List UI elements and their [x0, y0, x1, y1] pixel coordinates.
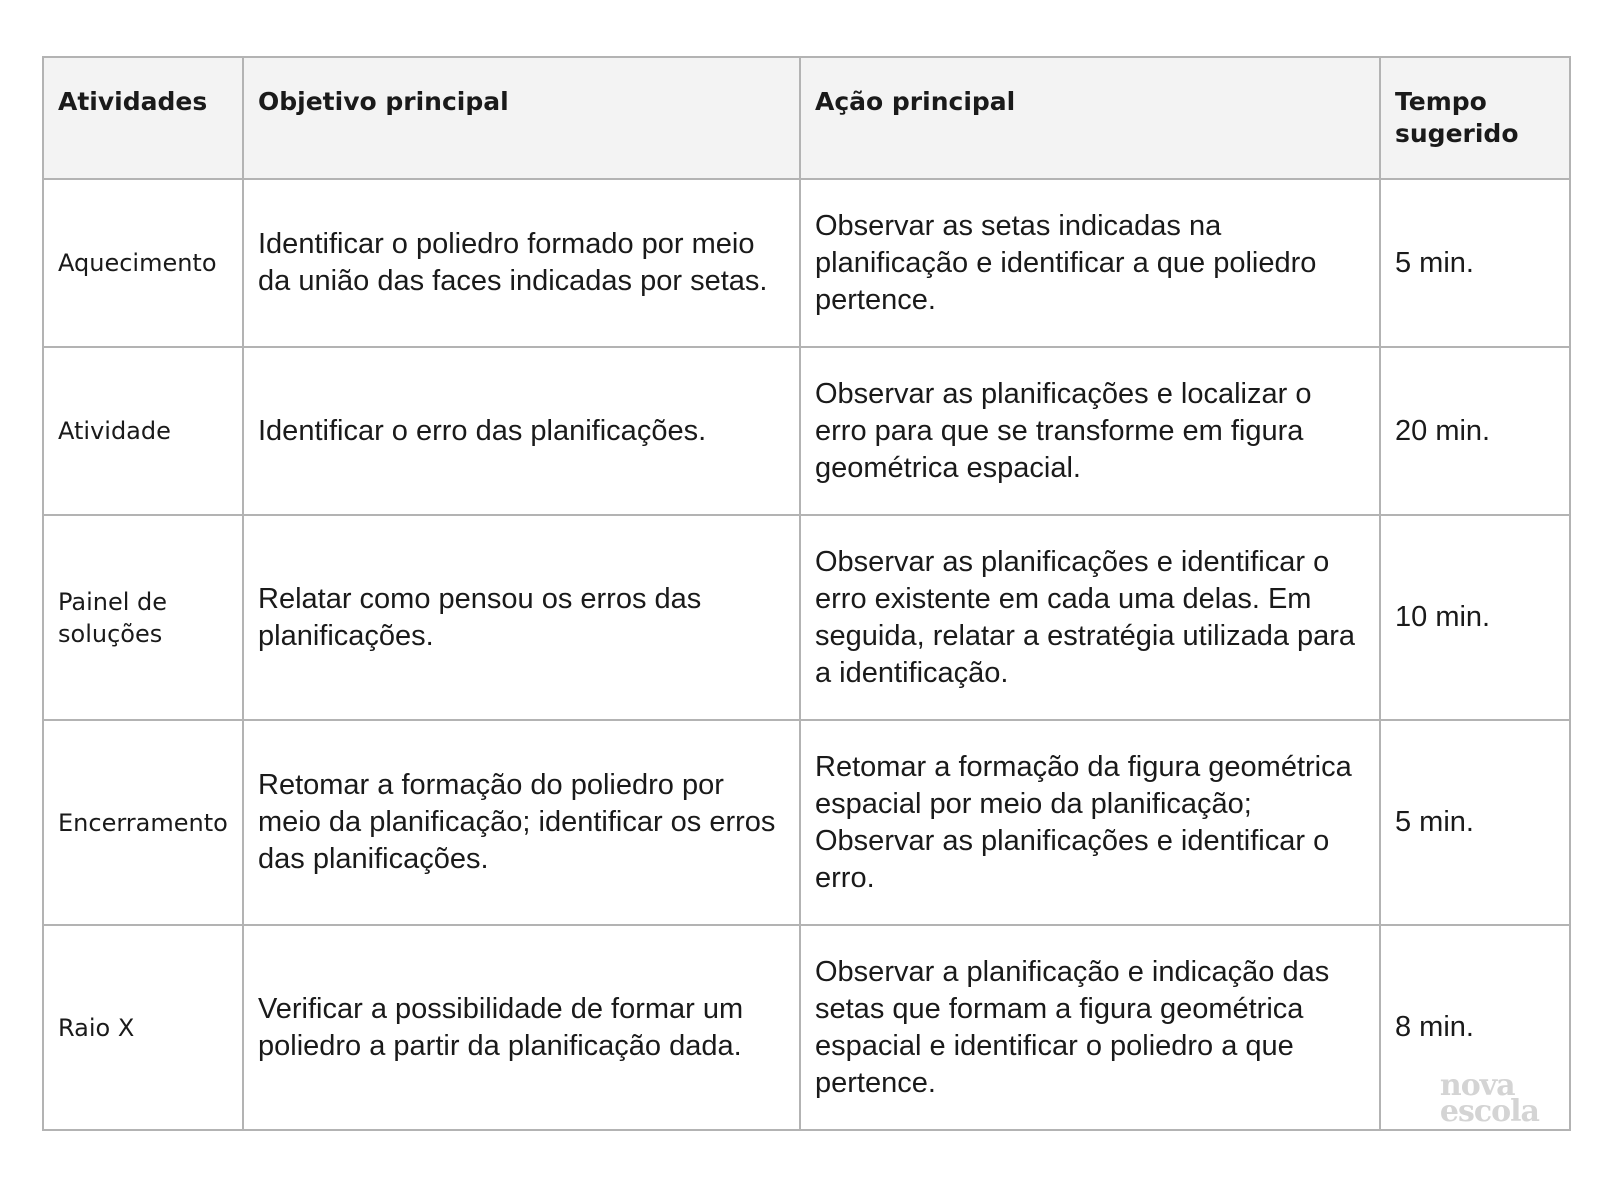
table-row: [43, 347, 1570, 515]
action-cell: Retomar a formação da figura geométrica espacial por meio da planificação; Observar as planificações e identificar o erro.: [800, 720, 1380, 925]
table-body: [43, 179, 1570, 1130]
objective-cell: Verificar a possibilidade de formar um poliedro a partir da planificação dada.: [243, 925, 800, 1130]
action-cell: Observar a planificação e indicação das setas que formam a figura geométrica espacial e identificar o poliedro a que pertence.: [800, 925, 1380, 1130]
time-cell: 5 min.: [1380, 179, 1570, 347]
activity-cell: Raio X: [43, 925, 243, 1130]
objective-cell: Identificar o erro das planificações.: [243, 347, 800, 515]
table-row: [43, 925, 1570, 1130]
action-cell: Observar as planificações e identificar o erro existente em cada uma delas. Em seguida, relatar a estratégia utilizada para a identificação.: [800, 515, 1380, 720]
time-value: 8 min.: [1395, 1011, 1474, 1043]
objective-cell: Identificar o poliedro formado por meio da união das faces indicadas por setas.: [243, 179, 800, 347]
logo-line-2: escola: [1439, 1094, 1539, 1129]
activity-cell: Aquecimento: [43, 179, 243, 347]
header-atividades: Atividades: [43, 57, 243, 179]
header-objetivo-principal: Objetivo principal: [243, 57, 800, 179]
activity-cell: Atividade: [43, 347, 243, 515]
time-cell: 10 min.: [1380, 515, 1570, 720]
nova-escola-logo: [1439, 1068, 1539, 1129]
table-header: [43, 57, 1570, 179]
action-cell: Observar as planificações e localizar o erro para que se transforme em figura geométrica espacial.: [800, 347, 1380, 515]
header-tempo-sugerido: Tempo sugerido: [1380, 57, 1570, 179]
objective-cell: Relatar como pensou os erros das planificações.: [243, 515, 800, 720]
logo-line-1: nova: [1439, 1068, 1515, 1103]
activity-plan-table: [42, 56, 1571, 1131]
time-cell: 5 min.: [1380, 720, 1570, 925]
activity-cell: Painel de soluções: [43, 515, 243, 720]
time-cell-with-logo: [1380, 925, 1570, 1130]
table-row: [43, 179, 1570, 347]
time-cell: 20 min.: [1380, 347, 1570, 515]
table-row: [43, 720, 1570, 925]
objective-cell: Retomar a formação do poliedro por meio da planificação; identificar os erros das planificações.: [243, 720, 800, 925]
action-cell: Observar as setas indicadas na planificação e identificar a que poliedro pertence.: [800, 179, 1380, 347]
header-row: [43, 57, 1570, 179]
table-row: [43, 515, 1570, 720]
header-acao-principal: Ação principal: [800, 57, 1380, 179]
activity-cell: Encerramento: [43, 720, 243, 925]
